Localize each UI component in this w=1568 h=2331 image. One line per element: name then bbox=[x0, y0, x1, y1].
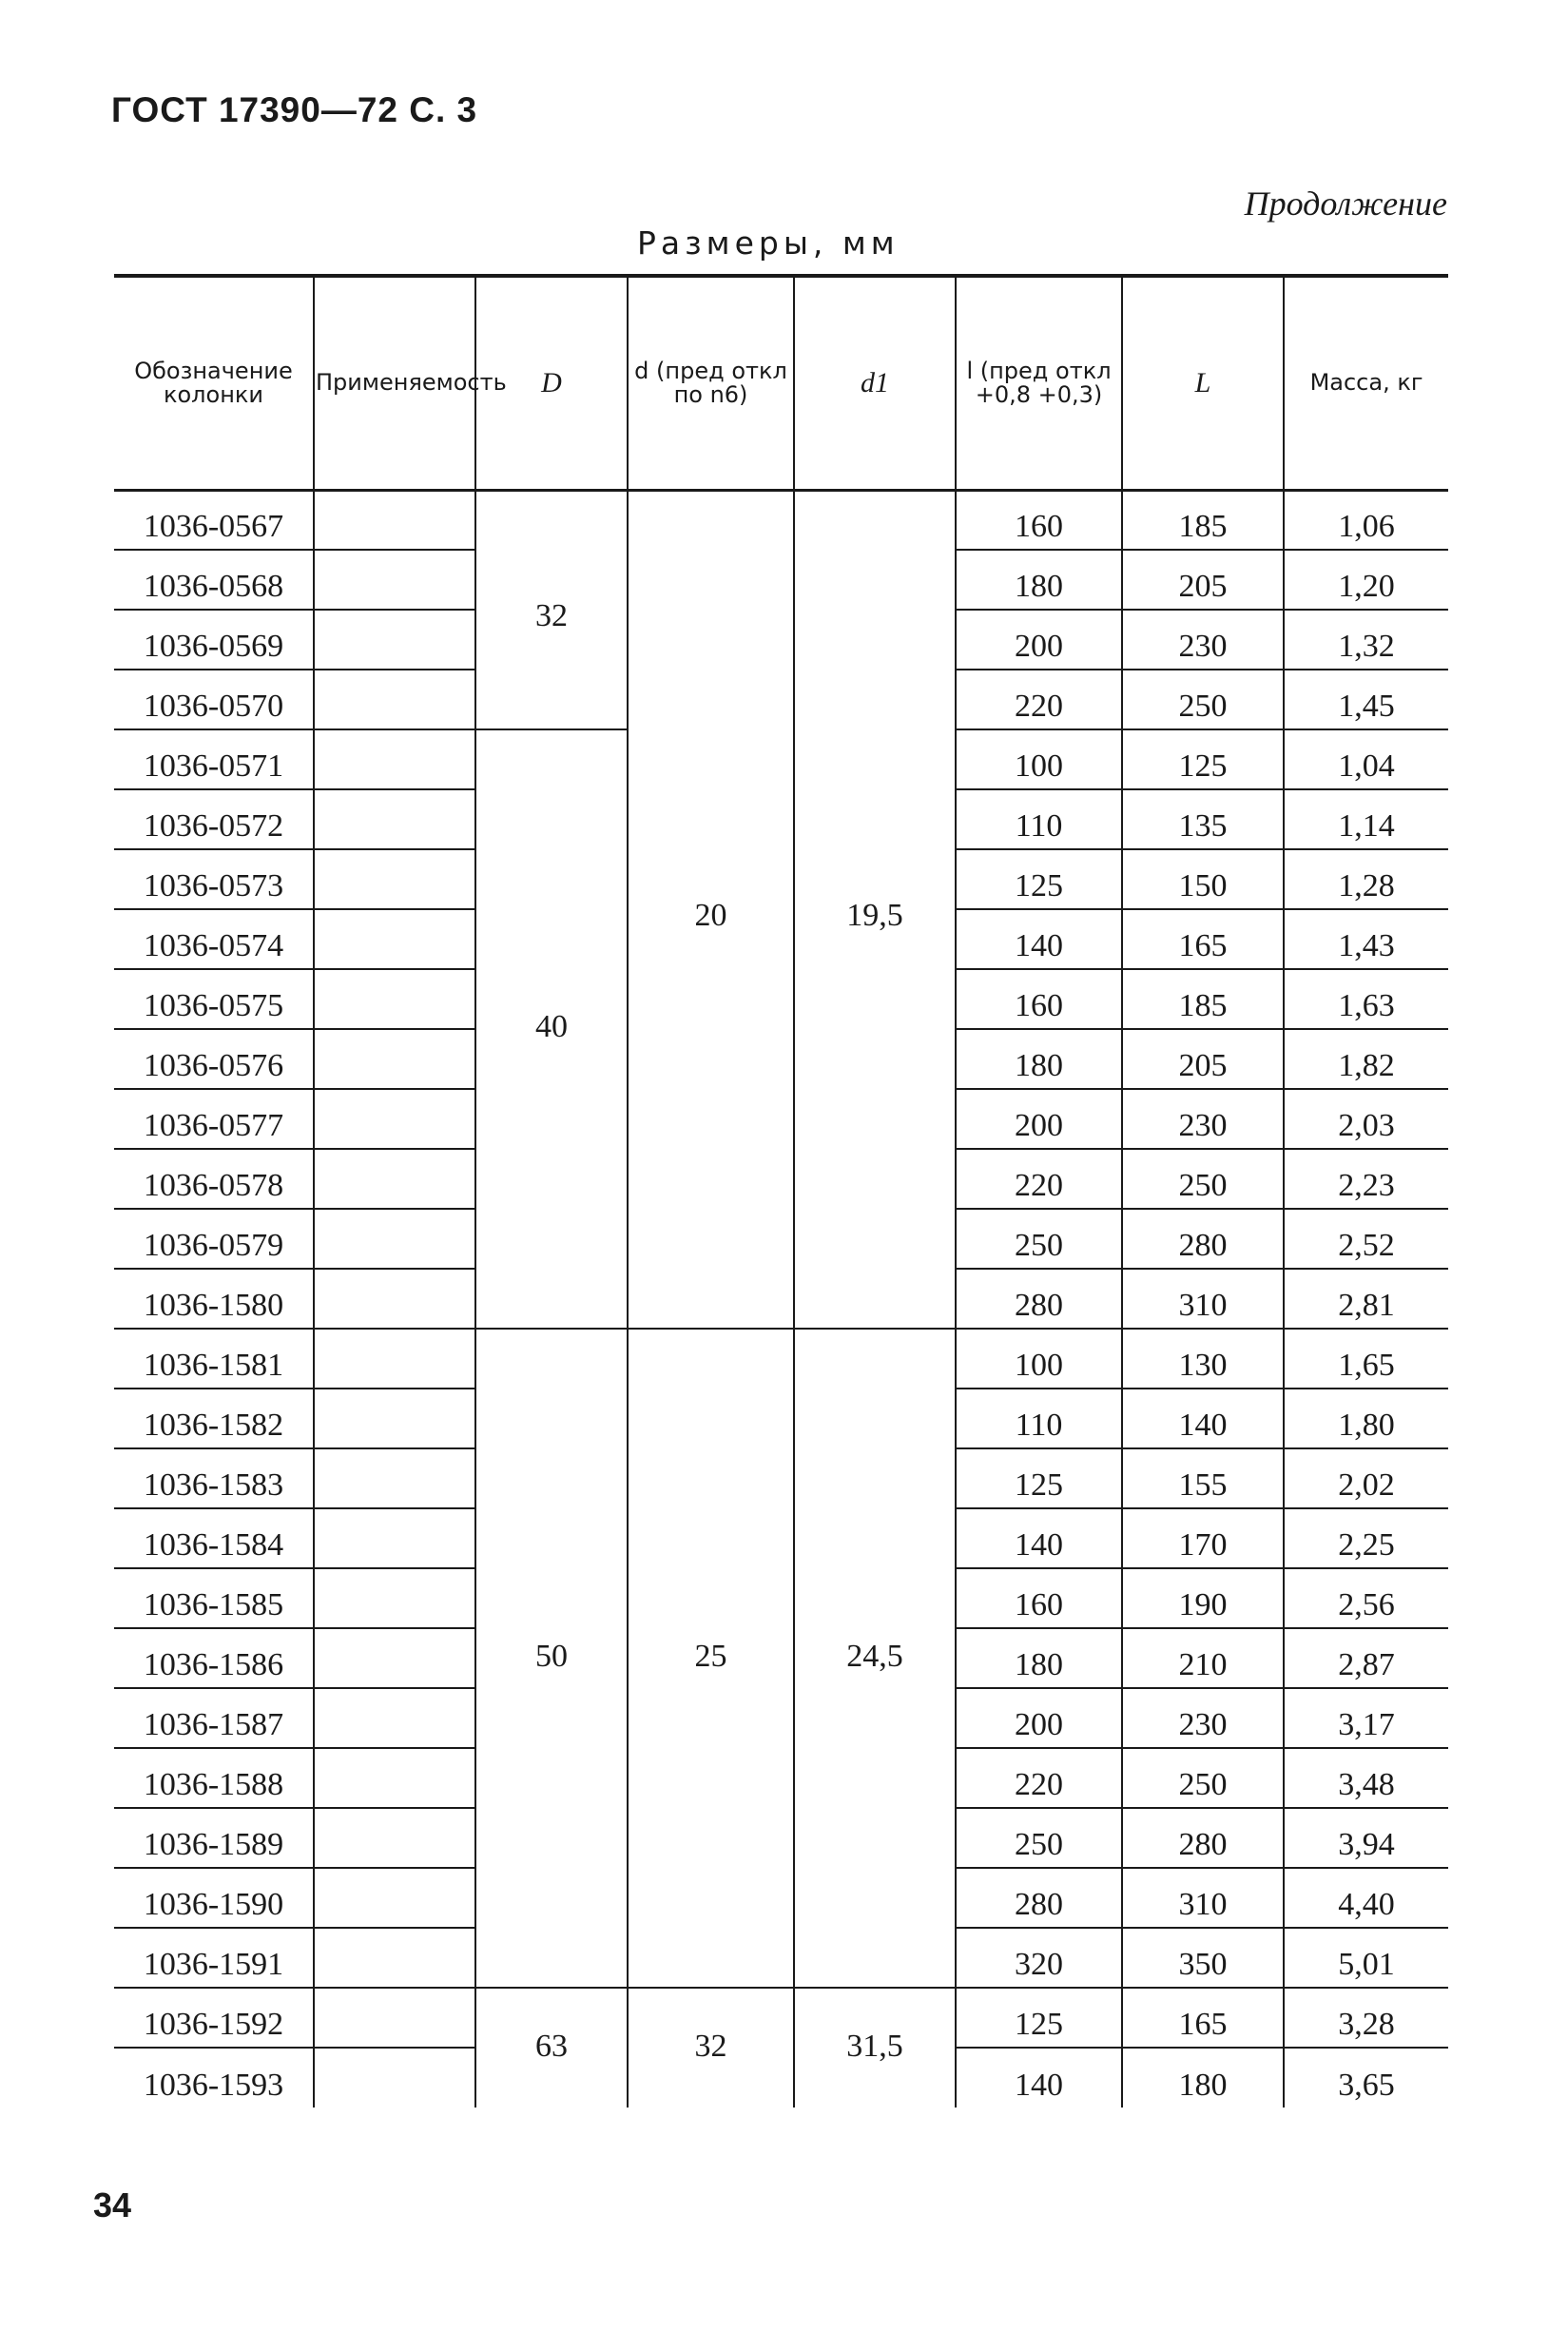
cell-mass: 1,32 bbox=[1284, 610, 1448, 670]
cell-designation: 1036-1588 bbox=[114, 1748, 314, 1808]
cell-l: 140 bbox=[956, 1508, 1122, 1568]
cell-mass: 1,20 bbox=[1284, 550, 1448, 610]
cell-l: 125 bbox=[956, 1988, 1122, 2048]
cell-mass: 2,03 bbox=[1284, 1089, 1448, 1149]
table-header-row bbox=[114, 276, 1448, 490]
cell-d1: 31,5 bbox=[794, 1988, 956, 2108]
cell-mass: 3,48 bbox=[1284, 1748, 1448, 1808]
cell-applicability bbox=[314, 909, 475, 969]
page-number: 34 bbox=[93, 2185, 132, 2224]
cell-applicability bbox=[314, 610, 475, 670]
cell-d: 20 bbox=[628, 490, 794, 1329]
cell-l: 160 bbox=[956, 1568, 1122, 1628]
cell-designation: 1036-0576 bbox=[114, 1029, 314, 1089]
cell-mass: 1,43 bbox=[1284, 909, 1448, 969]
cell-L: 185 bbox=[1122, 969, 1284, 1029]
cell-L: 230 bbox=[1122, 1089, 1284, 1149]
cell-applicability bbox=[314, 1808, 475, 1868]
cell-L: 190 bbox=[1122, 1568, 1284, 1628]
cell-mass: 3,65 bbox=[1284, 2048, 1448, 2108]
cell-mass: 4,40 bbox=[1284, 1868, 1448, 1928]
cell-mass: 2,23 bbox=[1284, 1149, 1448, 1209]
cell-mass: 2,25 bbox=[1284, 1508, 1448, 1568]
cell-L: 210 bbox=[1122, 1628, 1284, 1688]
cell-designation: 1036-0573 bbox=[114, 849, 314, 909]
cell-L: 230 bbox=[1122, 610, 1284, 670]
cell-L: 135 bbox=[1122, 789, 1284, 849]
cell-mass: 1,63 bbox=[1284, 969, 1448, 1029]
cell-applicability bbox=[314, 789, 475, 849]
cell-d: 32 bbox=[628, 1988, 794, 2108]
cell-L: 230 bbox=[1122, 1688, 1284, 1748]
cell-L: 180 bbox=[1122, 2048, 1284, 2108]
cell-applicability bbox=[314, 1029, 475, 1089]
cell-mass: 1,04 bbox=[1284, 729, 1448, 789]
cell-L: 150 bbox=[1122, 849, 1284, 909]
cell-L: 130 bbox=[1122, 1329, 1284, 1389]
cell-l: 180 bbox=[956, 550, 1122, 610]
cell-mass: 2,81 bbox=[1284, 1269, 1448, 1329]
cell-mass: 3,28 bbox=[1284, 1988, 1448, 2048]
cell-l: 220 bbox=[956, 1748, 1122, 1808]
cell-L: 350 bbox=[1122, 1928, 1284, 1988]
cell-D: 50 bbox=[475, 1329, 628, 1988]
cell-designation: 1036-1592 bbox=[114, 1988, 314, 2048]
cell-designation: 1036-0579 bbox=[114, 1209, 314, 1269]
cell-designation: 1036-1590 bbox=[114, 1868, 314, 1928]
cell-applicability bbox=[314, 969, 475, 1029]
col-header-applicability: Применяемость bbox=[314, 276, 475, 490]
cell-designation: 1036-1593 bbox=[143, 2068, 284, 2103]
cell-applicability bbox=[314, 1508, 475, 1568]
cell-l: 180 bbox=[956, 1029, 1122, 1089]
table-row bbox=[114, 1988, 1448, 2048]
cell-L: 165 bbox=[1122, 1988, 1284, 2048]
cell-designation: 1036-0571 bbox=[114, 729, 314, 789]
cell-l: 180 bbox=[956, 1628, 1122, 1688]
cell-designation: 1036-0572 bbox=[114, 789, 314, 849]
dimensions-caption: Размеры, мм bbox=[637, 224, 900, 262]
cell-designation: 1036-0568 bbox=[114, 550, 314, 610]
cell-applicability bbox=[314, 1748, 475, 1808]
cell-designation: 1036-1580 bbox=[114, 1269, 314, 1329]
cell-L: 250 bbox=[1122, 670, 1284, 729]
cell-l: 200 bbox=[956, 1089, 1122, 1149]
cell-L: 250 bbox=[1122, 1748, 1284, 1808]
cell-l: 280 bbox=[956, 1868, 1122, 1928]
cell-l: 200 bbox=[956, 610, 1122, 670]
cell-designation: 1036-0575 bbox=[114, 969, 314, 1029]
cell-applicability bbox=[314, 1089, 475, 1149]
col-header-L: L bbox=[1122, 276, 1284, 490]
cell-d1: 24,5 bbox=[794, 1329, 956, 1988]
cell-l: 140 bbox=[956, 2048, 1122, 2108]
cell-l: 250 bbox=[956, 1808, 1122, 1868]
table-row bbox=[114, 490, 1448, 550]
cell-L: 280 bbox=[1122, 1209, 1284, 1269]
cell-applicability bbox=[314, 1209, 475, 1269]
col-header-d1: d1 bbox=[794, 276, 956, 490]
cell-l: 125 bbox=[956, 1448, 1122, 1508]
cell-designation: 1036-0578 bbox=[114, 1149, 314, 1209]
cell-mass: 3,17 bbox=[1284, 1688, 1448, 1748]
cell-designation: 1036-0574 bbox=[114, 909, 314, 969]
cell-l: 220 bbox=[956, 670, 1122, 729]
cell-designation: 1036-1591 bbox=[114, 1928, 314, 1988]
cell-applicability bbox=[314, 490, 475, 550]
cell-L: 250 bbox=[1122, 1149, 1284, 1209]
cell-applicability bbox=[314, 1389, 475, 1448]
cell-mass: 1,14 bbox=[1284, 789, 1448, 849]
cell-applicability bbox=[314, 849, 475, 909]
cell-D: 32 bbox=[475, 490, 628, 729]
cell-d1: 19,5 bbox=[794, 490, 956, 1329]
cell-designation: 1036-1584 bbox=[114, 1508, 314, 1568]
cell-designation: 1036-0577 bbox=[114, 1089, 314, 1149]
cell-applicability bbox=[314, 1269, 475, 1329]
col-header-D: D bbox=[475, 276, 628, 490]
cell-applicability bbox=[314, 1329, 475, 1389]
cell-l: 250 bbox=[956, 1209, 1122, 1269]
cell-l: 110 bbox=[956, 1389, 1122, 1448]
cell-L: 170 bbox=[1122, 1508, 1284, 1568]
cell-applicability bbox=[314, 550, 475, 610]
cell-designation: 1036-1586 bbox=[114, 1628, 314, 1688]
col-header-mass: Масса, кг bbox=[1284, 276, 1448, 490]
cell-l: 200 bbox=[956, 1688, 1122, 1748]
cell-l: 160 bbox=[956, 490, 1122, 550]
cell-mass: 1,06 bbox=[1284, 490, 1448, 550]
col-header-designation: Обозначение колонки bbox=[114, 276, 314, 490]
cell-applicability bbox=[314, 1988, 475, 2048]
cell-applicability bbox=[314, 1568, 475, 1628]
cell-designation: 1036-0569 bbox=[114, 610, 314, 670]
cell-applicability bbox=[314, 1928, 475, 1988]
cell-l: 220 bbox=[956, 1149, 1122, 1209]
cell-designation: 1036-1583 bbox=[114, 1448, 314, 1508]
table-row bbox=[114, 1329, 1448, 1389]
cell-designation: 1036-0570 bbox=[114, 670, 314, 729]
col-header-l: l (пред откл +0,8 +0,3) bbox=[956, 276, 1122, 490]
cell-designation: 1036-1589 bbox=[114, 1808, 314, 1868]
cell-applicability bbox=[314, 1448, 475, 1508]
cell-mass: 2,56 bbox=[1284, 1568, 1448, 1628]
cell-L: 165 bbox=[1122, 909, 1284, 969]
cell-mass: 1,28 bbox=[1284, 849, 1448, 909]
cell-mass: 1,45 bbox=[1284, 670, 1448, 729]
cell-applicability bbox=[314, 1688, 475, 1748]
table-body bbox=[114, 490, 1448, 2108]
cell-applicability bbox=[314, 729, 475, 789]
cell-L: 310 bbox=[1122, 1868, 1284, 1928]
cell-mass: 1,65 bbox=[1284, 1329, 1448, 1389]
cell-l: 125 bbox=[956, 849, 1122, 909]
cell-L: 155 bbox=[1122, 1448, 1284, 1508]
columns-table bbox=[114, 274, 1448, 2108]
cell-mass: 2,52 bbox=[1284, 1209, 1448, 1269]
cell-l: 100 bbox=[956, 1329, 1122, 1389]
cell-mass: 1,80 bbox=[1284, 1389, 1448, 1448]
cell-designation: 1036-1582 bbox=[114, 1389, 314, 1448]
cell-L: 185 bbox=[1122, 490, 1284, 550]
cell-L: 310 bbox=[1122, 1269, 1284, 1329]
cell-l: 320 bbox=[956, 1928, 1122, 1988]
cell-l: 140 bbox=[956, 909, 1122, 969]
cell-L: 205 bbox=[1122, 550, 1284, 610]
cell-l: 110 bbox=[956, 789, 1122, 849]
cell-applicability bbox=[314, 2048, 475, 2108]
cell-d: 25 bbox=[628, 1329, 794, 1988]
cell-applicability bbox=[314, 1149, 475, 1209]
cell-applicability bbox=[314, 670, 475, 729]
cell-mass: 5,01 bbox=[1284, 1928, 1448, 1988]
cell-l: 100 bbox=[956, 729, 1122, 789]
cell-mass: 3,94 bbox=[1284, 1808, 1448, 1868]
cell-designation: 1036-1585 bbox=[114, 1568, 314, 1628]
cell-mass: 2,02 bbox=[1284, 1448, 1448, 1508]
cell-mass: 2,87 bbox=[1284, 1628, 1448, 1688]
cell-designation: 1036-1581 bbox=[114, 1329, 314, 1389]
cell-applicability bbox=[314, 1628, 475, 1688]
cell-L: 205 bbox=[1122, 1029, 1284, 1089]
cell-mass: 1,82 bbox=[1284, 1029, 1448, 1089]
cell-D: 63 bbox=[475, 1988, 628, 2108]
continuation-label: Продолжение bbox=[1244, 185, 1447, 223]
cell-applicability bbox=[314, 1868, 475, 1928]
cell-l: 160 bbox=[956, 969, 1122, 1029]
col-header-d: d (пред откл по n6) bbox=[628, 276, 794, 490]
cell-designation: 1036-0567 bbox=[114, 490, 314, 550]
document-header: ГОСТ 17390—72 С. 3 bbox=[111, 90, 478, 129]
cell-L: 280 bbox=[1122, 1808, 1284, 1868]
cell-L: 140 bbox=[1122, 1389, 1284, 1448]
cell-D: 40 bbox=[475, 729, 628, 1329]
cell-L: 125 bbox=[1122, 729, 1284, 789]
cell-l: 280 bbox=[956, 1269, 1122, 1329]
cell-designation: 1036-1587 bbox=[114, 1688, 314, 1748]
